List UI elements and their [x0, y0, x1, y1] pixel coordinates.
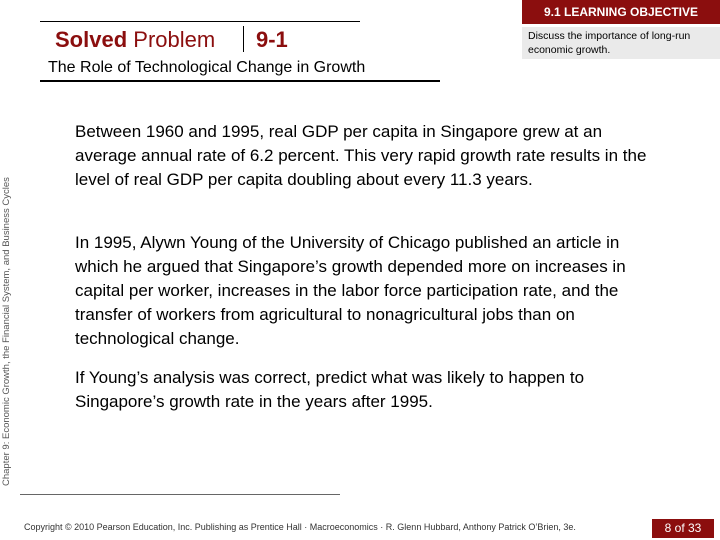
solved-problem-title [55, 27, 215, 53]
problem-subtitle: The Role of Technological Change in Growth [48, 59, 366, 76]
footer-rule [20, 494, 340, 495]
subtitle-rule [40, 80, 440, 82]
problem-number: 9-1 [256, 27, 288, 52]
learning-objective-description: Discuss the importance of long-run economic growth. [522, 27, 720, 59]
footer-copyright: Copyright © 2010 Pearson Education, Inc. Publishing as Prentice Hall · Macroeconomics · R. Glenn Hubbard, Anthony Patrick O’Brien, 3e. [24, 522, 576, 532]
learning-objective-badge: 9.1 LEARNING OBJECTIVE [522, 0, 720, 24]
paragraph-1: Between 1960 and 1995, real GDP per capita in Singapore grew at an average annual rate of 6.2 percent. This very rapid growth rate results in the level of real GDP per capita doubling about every 11.3 years. [75, 122, 647, 189]
title-separator [243, 26, 244, 52]
paragraph-2: In 1995, Alywn Young of the University of Chicago published an article in which he argued that Singapore’s growth depended more on increases in capital per worker, increases in the labor force participation rate, and the transfer of workers from agricultural to nonagricultural jobs than on technological change. [75, 233, 626, 348]
header-top-rule [40, 21, 360, 22]
chapter-side-label-text: Chapter 9: Economic Growth, the Financial System, and Business Cycles [1, 177, 12, 486]
problem-word: Problem [133, 27, 216, 52]
solved-word: Solved [55, 27, 128, 52]
page-number: 8 of 33 [652, 519, 714, 538]
paragraph-3: If Young’s analysis was correct, predict what was likely to happen to Singapore’s growth rate in the years after 1995. [75, 368, 585, 411]
